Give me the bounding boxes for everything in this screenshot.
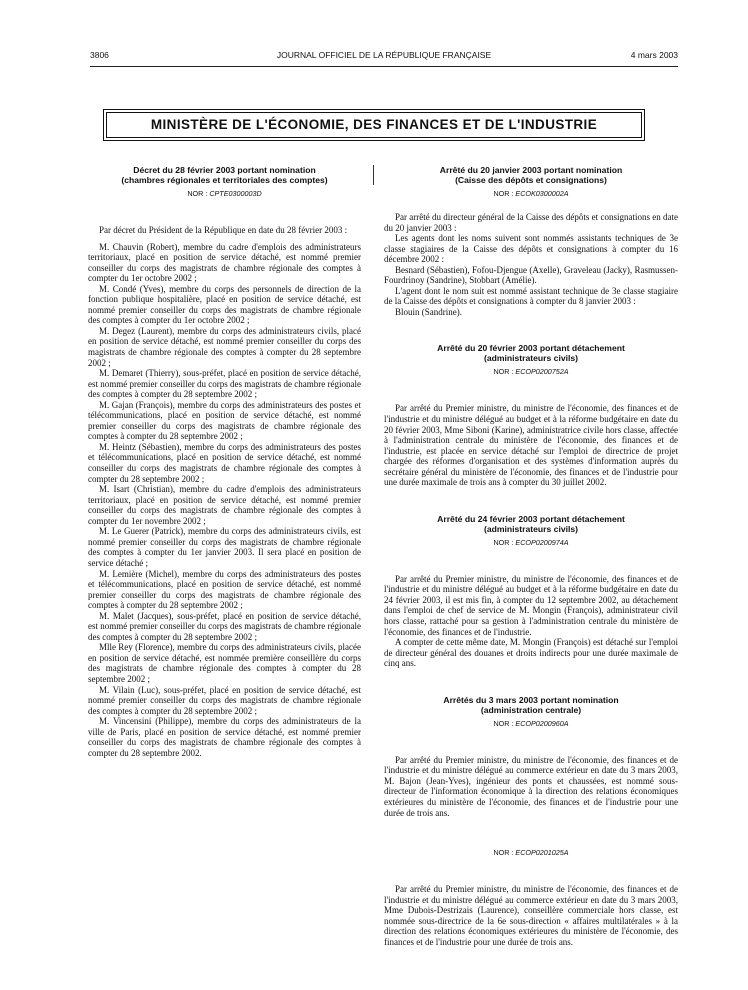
decree-title-line1: Décret du 28 février 2003 portant nomination (133, 165, 316, 175)
paragraph: M. Chauvin (Robert), membre du cadre d'emplois des administrateurs territoriaux, placé en position de service détaché, est nommé premier conseiller du corps des magistrats de chambre régionale des comptes à compter du 1er octobre 2002 ; (88, 241, 361, 284)
page-number: 3806 (90, 50, 109, 60)
paragraph: L'agent dont le nom suit est nommé assistant technique de 3e classe stagiaire de la Caisse des dépôts et consignations à compter du 8 janvier 2003 : (384, 285, 678, 307)
decree-title (88, 165, 361, 185)
nor-reference (384, 848, 678, 858)
paragraph: M. Malet (Jacques), sous-préfet, placé en position de service détaché, est nommé premier conseiller du corps des magistrats de chambre régionale des comptes à compter du 28 septembre 2002 ; (88, 610, 361, 642)
column-separator (373, 165, 374, 185)
nor-label: NOR : (493, 848, 514, 858)
nor-code: ECOP0200974A (515, 537, 569, 547)
paragraph: M. Gajan (François), membre du corps des administrateurs des postes et télécommunications, placé en position de service détaché, est nommé premier conseiller du corps des magistrats de chambre régionale des comptes à compter du 28 septembre 2002 ; (88, 399, 361, 442)
arrete-title-line1: Arrêté du 24 février 2003 portant détachement (437, 513, 625, 524)
issue-date: 4 mars 2003 (630, 50, 678, 60)
arrete-title-line1: Arrêté du 20 février 2003 portant détachement (437, 343, 625, 354)
paragraph: Par décret du Président de la République en date du 28 février 2003 : (99, 225, 348, 235)
arrete-title-line1: Arrêté du 20 janvier 2003 portant nomination (439, 165, 623, 175)
arrete-title-line2: (Caisse des dépôts et consignations) (455, 175, 607, 185)
paragraph: Mlle Rey (Florence), membre du corps des administrateurs civils, placée en position de service détaché, est nommée première conseillère du corps des magistrats de chambre régionale des comptes à compter du 28 septembre 2002 ; (88, 642, 361, 684)
arrete-title-line2: (administrateurs civils) (483, 353, 579, 364)
nor-code: ECOK0300002A (515, 189, 569, 198)
paragraph: Blouin (Sandrine). (395, 306, 462, 317)
paragraph: M. Le Guerer (Patrick), membre du corps des administrateurs civils, est nommé premier conseiller du corps des magistrats de chambre régionale des comptes à compter du 1er janvier 2003. Il sera placé en position de service détaché ; (88, 526, 361, 568)
arrete-title (384, 695, 678, 715)
paragraph: Par arrêté du Premier ministre, du ministre de l'économie, des finances et de l'industrie et du ministre délégué au budget et à la réforme budgétaire en date du 20 février 2003, Mme Siboni (Karine), administratrice civile hors classe, affectée à l'administration centrale du ministère de l'économie, des finances et de l'industrie, est placée en service détaché sur l'emploi de directrice de projet chargée des réformes d'organisation et des systèmes d'information auprès du secrétaire général du ministère de l'économie, des finances et de l'industrie pour une durée maximale de trois ans à compter du 30 juillet 2002. (384, 403, 678, 488)
paragraph: M. Demaret (Thierry), sous-préfet, placé en position de service détaché, est nommé premier conseiller du corps des magistrats de chambre régionale des comptes à compter du 28 septembre 2002 ; (88, 368, 361, 400)
journal-title: JOURNAL OFFICIEL DE LA RÉPUBLIQUE FRANÇAISE (276, 50, 492, 60)
nor-label: NOR : (493, 537, 514, 547)
nor-label: NOR : (493, 189, 514, 198)
paragraph: M. Vilain (Luc), sous-préfet, placé en position de service détaché, est nommé premier conseiller du corps des magistrats de chambre régionale des comptes à compter du 28 septembre 2002 ; (88, 684, 361, 716)
paragraph: Par arrêté du directeur général de la Caisse des dépôts et consignations en date du 20 janvier 2003 : (384, 212, 678, 233)
ministry-title: MINISTÈRE DE L'ÉCONOMIE, DES FINANCES ET DE L'INDUSTRIE (106, 112, 642, 138)
nor-reference (88, 189, 361, 199)
nor-label: NOR : (187, 189, 208, 198)
arrete-title (384, 514, 678, 534)
nor-reference (384, 538, 678, 548)
arrete-title-line2: (administrateurs civils) (483, 523, 579, 534)
paragraph: M. Vincensini (Philippe), membre du corps des administrateurs de la ville de Paris, placé en position de service détaché, est nommé premier conseiller du corps des magistrats de chambre régionale des comptes à compter du 28 septembre 2002. (88, 716, 361, 758)
nor-label: NOR : (493, 718, 514, 728)
paragraph: M. Isart (Christian), membre du cadre d'emplois des administrateurs territoriaux, placé en position de service détaché, est nommé premier conseiller du corps des magistrats de chambre régionale des comptes à compter du 1er novembre 2002 ; (88, 484, 361, 526)
arrete-title (384, 343, 678, 363)
nor-label: NOR : (493, 367, 514, 377)
paragraph: Par arrêté du Premier ministre, du ministre de l'économie, des finances et de l'industrie et du ministre délégué au budget et à la réforme budgétaire en date du 24 février 2003, il est mis fin, à compter du 12 septembre 2002, au détachement dans l'emploi de chef de service de M. Mongin (François), administrateur civil hors classe, rattaché pour sa gestion à l'administration centrale du ministère de l'économie, des finances et de l'industrie. (384, 573, 678, 637)
page-header (90, 50, 678, 64)
nor-reference (384, 719, 678, 729)
nor-reference (384, 189, 678, 199)
paragraph: A compter de cette même date, M. Mongin (François) est détaché sur l'emploi de directeur général des douanes et droits indirects pour une durée maximale de cinq ans. (384, 637, 678, 669)
header-rule (90, 66, 678, 67)
paragraph: Par arrêté du Premier ministre, du ministre de l'économie, des finances et de l'industrie et du ministre délégué au commerce extérieur en date du 3 mars 2003, M. Bajon (Jean-Yves), ingénieur des ponts et chaussées, est nommé sous-directeur de l'information économique à la direction des relations économiques extérieures du ministère de l'économie, des finances et de l'industrie pour une durée de trois ans. (384, 754, 678, 818)
decree-title-line2: (chambres régionales et territoriales des comptes) (121, 175, 328, 185)
left-column (88, 165, 361, 758)
paragraph: M. Lemière (Michel), membre du corps des administrateurs des postes et télécommunications, placé en position de service détaché, est nommé premier conseiller du corps des magistrats de chambre régionale des comptes à compter du 28 septembre 2002 ; (88, 568, 361, 611)
paragraph: M. Heintz (Sébastien), membre du corps des administrateurs des postes et télécommunications, placé en position de service détaché, est nommé conseiller du corps des magistrats de chambre régionale des comptes à compter du 28 septembre 2002 ; (88, 441, 361, 484)
paragraph: M. Condé (Yves), membre du corps des personnels de direction de la fonction publique hospitalière, placé en position de service détaché, est nommé premier conseiller du corps des magistrats de chambre régionale des comptes à compter du 1er octobre 2002 ; (88, 283, 361, 326)
nor-code: CPTE0300003D (209, 189, 262, 198)
paragraph: Les agents dont les noms suivent sont nommés assistants techniques de 3e classe stagiaires de la Caisse des dépôts et consignations à compter du 16 décembre 2002 : (384, 233, 678, 265)
nor-code: ECOP0200752A (515, 367, 569, 377)
arrete-title-line1: Arrêtés du 3 mars 2003 portant nomination (443, 694, 619, 705)
nor-code: ECOP0200960A (515, 718, 569, 728)
paragraph: Par arrêté du Premier ministre, du ministre de l'économie, des finances et de l'industrie et du ministre délégué au commerce extérieur en date du 3 mars 2003, Mme Dubois-Destrizais (Laurence), conseillère commerciale hors classe, est nommée sous-directrice de la 6e sous-direction « affaires multilatérales » à la direction des relations économiques extérieures du ministère de l'économie, des finances et de l'industrie pour une durée de trois ans. (384, 884, 678, 947)
arrete-title (384, 165, 678, 185)
nor-code: ECOP0201025A (515, 848, 569, 858)
paragraph: M. Degez (Laurent), membre du corps des administrateurs civils, placé en position de service détaché, est nommé premier conseiller du corps des magistrats de chambre régionale des comptes à compter du 28 septembre 2002 ; (88, 325, 361, 368)
nor-reference (384, 367, 678, 377)
right-column (384, 165, 678, 947)
paragraph: Besnard (Sébastien), Fofou-Djengue (Axelle), Graveleau (Jacky), Rasmussen-Fourdrinoy (Sandrine), Stobbart (Amélie). (384, 264, 678, 286)
arrete-title-line2: (administration centrale) (480, 704, 582, 715)
